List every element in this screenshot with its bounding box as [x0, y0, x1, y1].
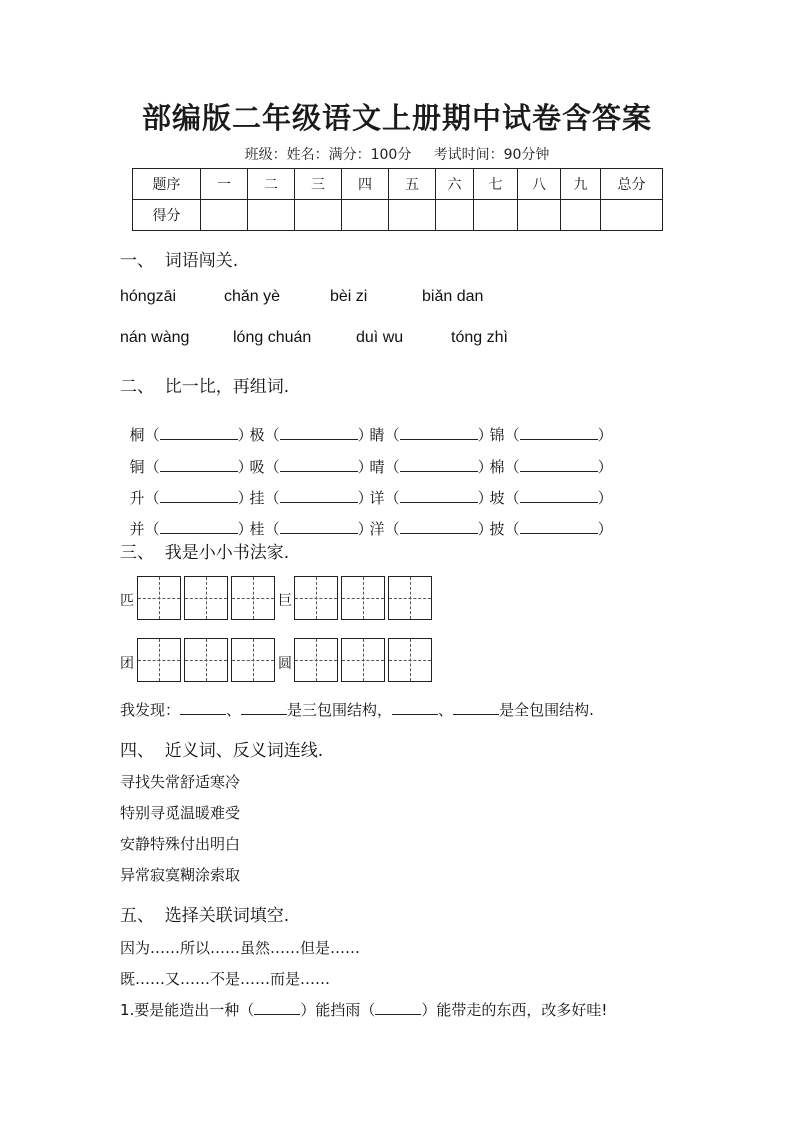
paren-close: ） — [597, 426, 613, 444]
compare-char: 并 — [129, 520, 145, 538]
match-line: 特别寻觅温暖难受 — [120, 804, 241, 822]
score-input-cell[interactable] — [518, 200, 561, 231]
page-title: 部编版二年级语文上册期中试卷含答案 — [141, 101, 652, 135]
match-line: 异常寂寞糊涂索取 — [120, 866, 241, 884]
match-line: 寻找失常舒适寒冷 — [120, 773, 241, 791]
score-header-cell: 二 — [248, 169, 295, 200]
writing-cell[interactable] — [184, 576, 228, 620]
score-header-cell: 四 — [342, 169, 389, 200]
answer-blank[interactable] — [400, 519, 478, 534]
model-char: 匹 — [120, 593, 134, 609]
score-input-cell[interactable] — [295, 200, 342, 231]
paren-close: ） — [357, 458, 373, 476]
answer-blank[interactable] — [520, 519, 598, 534]
question-text: ）能带走的东西，改多好哇! — [421, 1001, 608, 1019]
score-input-cell[interactable] — [389, 200, 436, 231]
conjunction-options: 既……又……不是……而是…… — [120, 970, 331, 988]
compare-char: 棉 — [489, 458, 505, 476]
paren-open: （ — [264, 458, 280, 476]
score-table — [132, 168, 663, 231]
separator: 、 — [438, 701, 454, 719]
compare-char: 吸 — [249, 458, 265, 476]
writing-cell[interactable] — [137, 638, 181, 682]
exam-info: 班级：姓名：满分：100分 考试时间：90分钟 — [244, 147, 550, 163]
pinyin-item: chǎn yè — [224, 288, 281, 305]
question-1 — [120, 999, 607, 1020]
answer-blank[interactable] — [254, 1000, 300, 1015]
compare-char: 洋 — [369, 520, 385, 538]
pinyin-item: biǎn dan — [422, 288, 484, 305]
paren-close: ） — [357, 426, 373, 444]
paren-close: ） — [357, 489, 373, 507]
writing-cell[interactable] — [388, 638, 432, 682]
section2-heading: 二、 比一比，再组词. — [120, 377, 290, 397]
pinyin-item: hóngzāi — [120, 288, 177, 305]
answer-blank[interactable] — [180, 700, 226, 715]
paren-close: ） — [597, 520, 613, 538]
score-row-label: 得分 — [133, 200, 201, 231]
writing-cell[interactable] — [231, 576, 275, 620]
score-input-cell[interactable] — [201, 200, 248, 231]
paren-close: ） — [237, 426, 253, 444]
paren-close: ） — [237, 520, 253, 538]
answer-blank[interactable] — [453, 700, 499, 715]
score-header-cell: 五 — [389, 169, 436, 200]
compare-char: 锦 — [489, 426, 505, 444]
discover-line — [120, 699, 594, 720]
paren-open: （ — [384, 520, 400, 538]
score-input-cell[interactable] — [474, 200, 518, 231]
compare-char: 披 — [489, 520, 505, 538]
paren-close: ） — [597, 458, 613, 476]
paren-open: （ — [504, 426, 520, 444]
model-char: 圆 — [278, 656, 292, 672]
section4-heading: 四、 近义词、反义词连线. — [120, 741, 324, 761]
score-header-cell: 八 — [518, 169, 561, 200]
discover-mid: 是三包围结构， — [287, 701, 393, 719]
score-header-cell: 总分 — [601, 169, 663, 200]
answer-blank[interactable] — [375, 1000, 421, 1015]
discover-end: 是全包围结构. — [499, 701, 594, 719]
question-text: 1.要是能造出一种（ — [120, 1001, 255, 1019]
compare-char: 桐 — [129, 426, 145, 444]
score-input-cell[interactable] — [342, 200, 389, 231]
compare-char: 晴 — [369, 458, 385, 476]
paren-close: ） — [477, 426, 493, 444]
paren-open: （ — [264, 426, 280, 444]
paren-open: （ — [144, 520, 160, 538]
paren-open: （ — [144, 489, 160, 507]
paren-open: （ — [504, 458, 520, 476]
answer-blank[interactable] — [241, 700, 287, 715]
compare-char: 坡 — [489, 489, 505, 507]
score-input-cell[interactable] — [601, 200, 663, 231]
conjunction-options: 因为……所以……虽然……但是…… — [120, 939, 361, 957]
model-char: 巨 — [278, 593, 292, 609]
writing-cell[interactable] — [294, 638, 338, 682]
score-header-cell: 六 — [436, 169, 474, 200]
writing-cell[interactable] — [341, 638, 385, 682]
compare-char: 桂 — [249, 520, 265, 538]
paren-close: ） — [597, 489, 613, 507]
compare-char: 睛 — [369, 426, 385, 444]
writing-cell[interactable] — [184, 638, 228, 682]
paren-open: （ — [264, 520, 280, 538]
score-header-row — [133, 169, 663, 200]
question-text: ）能挡雨（ — [300, 1001, 376, 1019]
separator: 、 — [226, 701, 242, 719]
paren-close: ） — [237, 458, 253, 476]
match-line: 安静特殊付出明白 — [120, 835, 241, 853]
model-char: 团 — [120, 656, 134, 672]
paren-close: ） — [477, 489, 493, 507]
section5-heading: 五、 选择关联词填空. — [120, 906, 290, 926]
paren-open: （ — [384, 489, 400, 507]
paren-close: ） — [477, 520, 493, 538]
compare-char: 升 — [129, 489, 145, 507]
score-row — [133, 200, 663, 231]
pinyin-item: nán wàng — [120, 329, 190, 346]
paren-open: （ — [144, 458, 160, 476]
answer-blank[interactable] — [160, 519, 238, 534]
answer-blank[interactable] — [280, 519, 358, 534]
pinyin-item: bèi zi — [330, 288, 368, 305]
score-header-cell: 七 — [474, 169, 518, 200]
pinyin-item: duì wu — [356, 329, 404, 346]
paren-open: （ — [504, 520, 520, 538]
pinyin-item: tóng zhì — [451, 329, 508, 346]
paren-open: （ — [144, 426, 160, 444]
writing-cell[interactable] — [388, 576, 432, 620]
paren-close: ） — [237, 489, 253, 507]
paren-close: ） — [357, 520, 373, 538]
paren-close: ） — [477, 458, 493, 476]
compare-char: 极 — [249, 426, 265, 444]
paren-open: （ — [384, 458, 400, 476]
paren-open: （ — [384, 426, 400, 444]
score-header-cell: 题序 — [133, 169, 201, 200]
score-input-cell[interactable] — [436, 200, 474, 231]
section1-heading: 一、 词语闯关. — [120, 251, 239, 271]
score-header-cell: 三 — [295, 169, 342, 200]
score-header-cell: 九 — [561, 169, 601, 200]
compare-row — [120, 500, 613, 539]
pinyin-item: lóng chuán — [233, 329, 312, 346]
compare-char: 详 — [369, 489, 385, 507]
answer-blank[interactable] — [392, 700, 438, 715]
score-input-cell[interactable] — [561, 200, 601, 231]
paren-open: （ — [504, 489, 520, 507]
score-header-cell: 一 — [201, 169, 248, 200]
discover-prefix: 我发现： — [120, 701, 181, 719]
section3-heading: 三、 我是小小书法家. — [120, 543, 290, 563]
writing-cell[interactable] — [294, 576, 338, 620]
writing-cell[interactable] — [231, 638, 275, 682]
paren-open: （ — [264, 489, 280, 507]
writing-cell[interactable] — [341, 576, 385, 620]
writing-cell[interactable] — [137, 576, 181, 620]
score-input-cell[interactable] — [248, 200, 295, 231]
compare-char: 挂 — [249, 489, 265, 507]
compare-char: 铜 — [129, 458, 145, 476]
